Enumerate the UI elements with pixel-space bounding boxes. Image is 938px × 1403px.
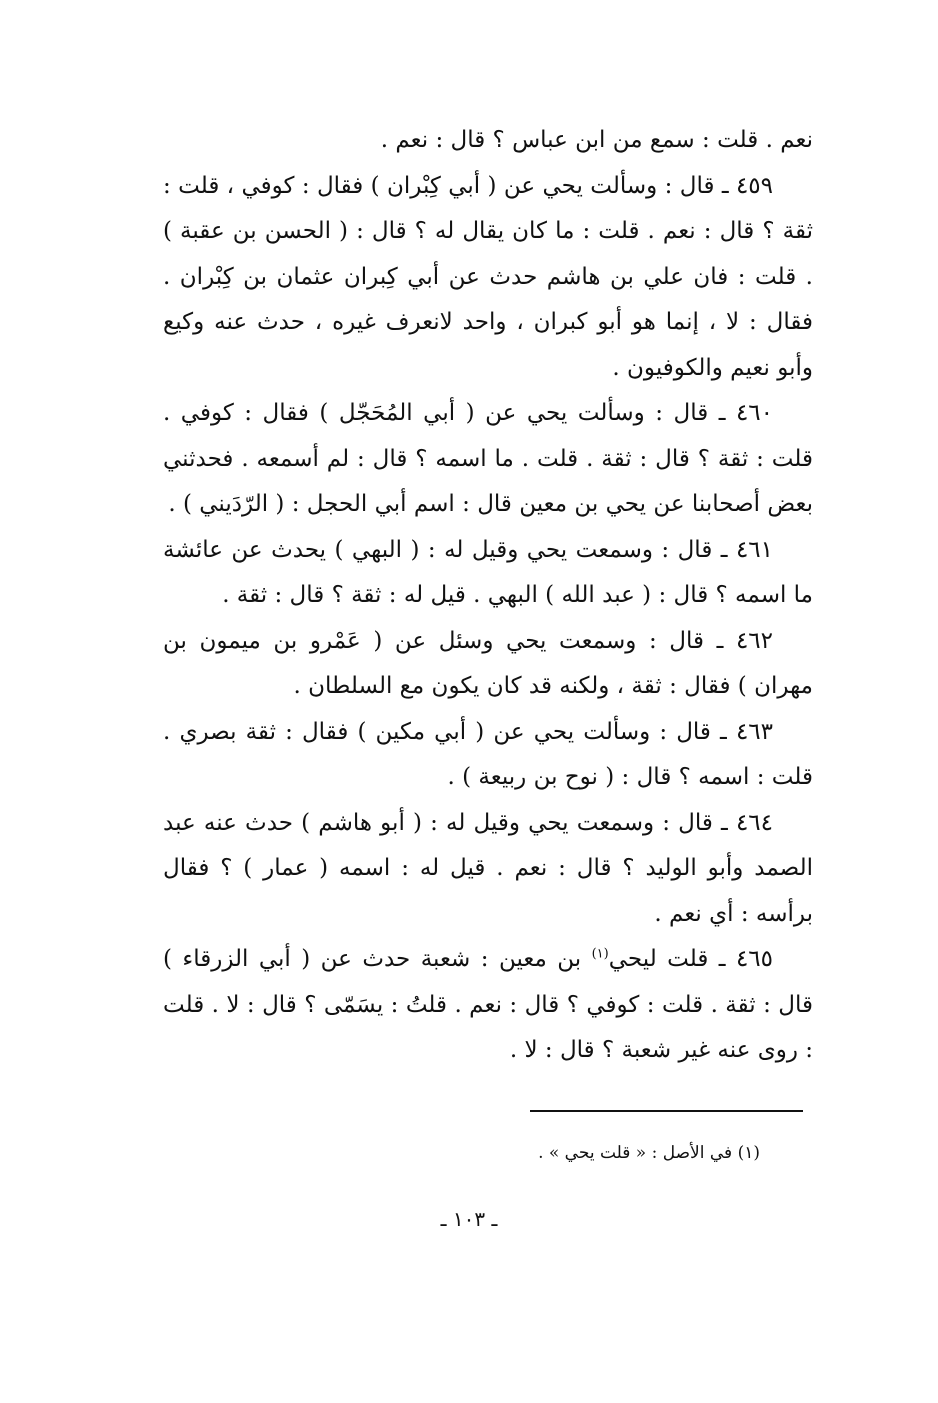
paragraph-461: ٤٦١ ـ قال : وسمعت يحي وقيل له : ( البهي ) يحدث عن عائشة ما اسمه ؟ قال : ( عبد الله ) البهي . قيل له : ثقة ؟ قال : ثقة .: [163, 536, 813, 608]
main-text: [163, 118, 813, 1074]
paragraph-continuation: نعم . قلت : سمع من ابن عباس ؟ قال : نعم .: [380, 127, 813, 153]
paragraph-463: ٤٦٣ ـ قال : وسألت يحي عن ( أبي مكين ) فقال : ثقة بصري . قلت : اسمه ؟ قال : ( نوح بن ربيعة ) .: [163, 718, 813, 790]
paragraph-460: ٤٦٠ ـ قال : وسألت يحي عن ( أبي المُحَجّل ) فقال : كوفي . قلت : ثقة ؟ قال : ثقة . قلت . ما اسمه ؟ قال : لم أسمعه . فحدثني بعض أصحابنا عن يحي بن معين قال : اسم أبي الحجل : ( الرّدَيني ) .: [163, 400, 813, 517]
paragraph-459: ٤٥٩ ـ قال : وسألت يحي عن ( أبي كِبْران ) فقال : كوفي ، قلت : ثقة ؟ قال : نعم . قلت : ما كان يقال له ؟ قال : ( الحسن بن عقبة ) . قلت : فان علي بن هاشم حدث عن أبي كِبران عثمان بن كِبْران . فقال : لا ، إنما هو أبو كبران ، واحد لانعرف غيره ، حدث عنه وكيع وأبو نعيم والكوفيون .: [163, 172, 813, 381]
footnote: (١) في الأصل : « قلت يحي » .: [538, 1143, 760, 1163]
paragraph-465-start: ٤٦٥ ـ قلت ليحي: [608, 946, 773, 972]
footnote-divider: [530, 1110, 803, 1112]
paragraph-465: [163, 937, 813, 1074]
footnote-reference: (١): [591, 946, 609, 962]
paragraph-464: ٤٦٤ ـ قال : وسمعت يحي وقيل له : ( أبو هاشم ) حدث عنه عبد الصمد وأبو الوليد ؟ قال : نعم . قيل له : اسمه ( عمار ) ؟ فقال برأسه : أي نعم .: [163, 809, 813, 927]
page-number: ـ ١٠٣ ـ: [440, 1207, 498, 1231]
paragraph-462: ٤٦٢ ـ قال : وسمعت يحي وسئل عن ( عَمْرو بن ميمون بن مهران ) فقال : ثقة ، ولكنه قد كان يكون مع السلطان .: [163, 627, 813, 699]
paragraph-465-rest: بن معين : شعبة حدث عن ( أبي الزرقاء ) قال : ثقة . قلت : كوفي ؟ قال : نعم . قلتُ : يسَمّى ؟ قال : لا . قلت : روى عنه غير شعبة ؟ قال : لا .: [163, 946, 813, 1063]
